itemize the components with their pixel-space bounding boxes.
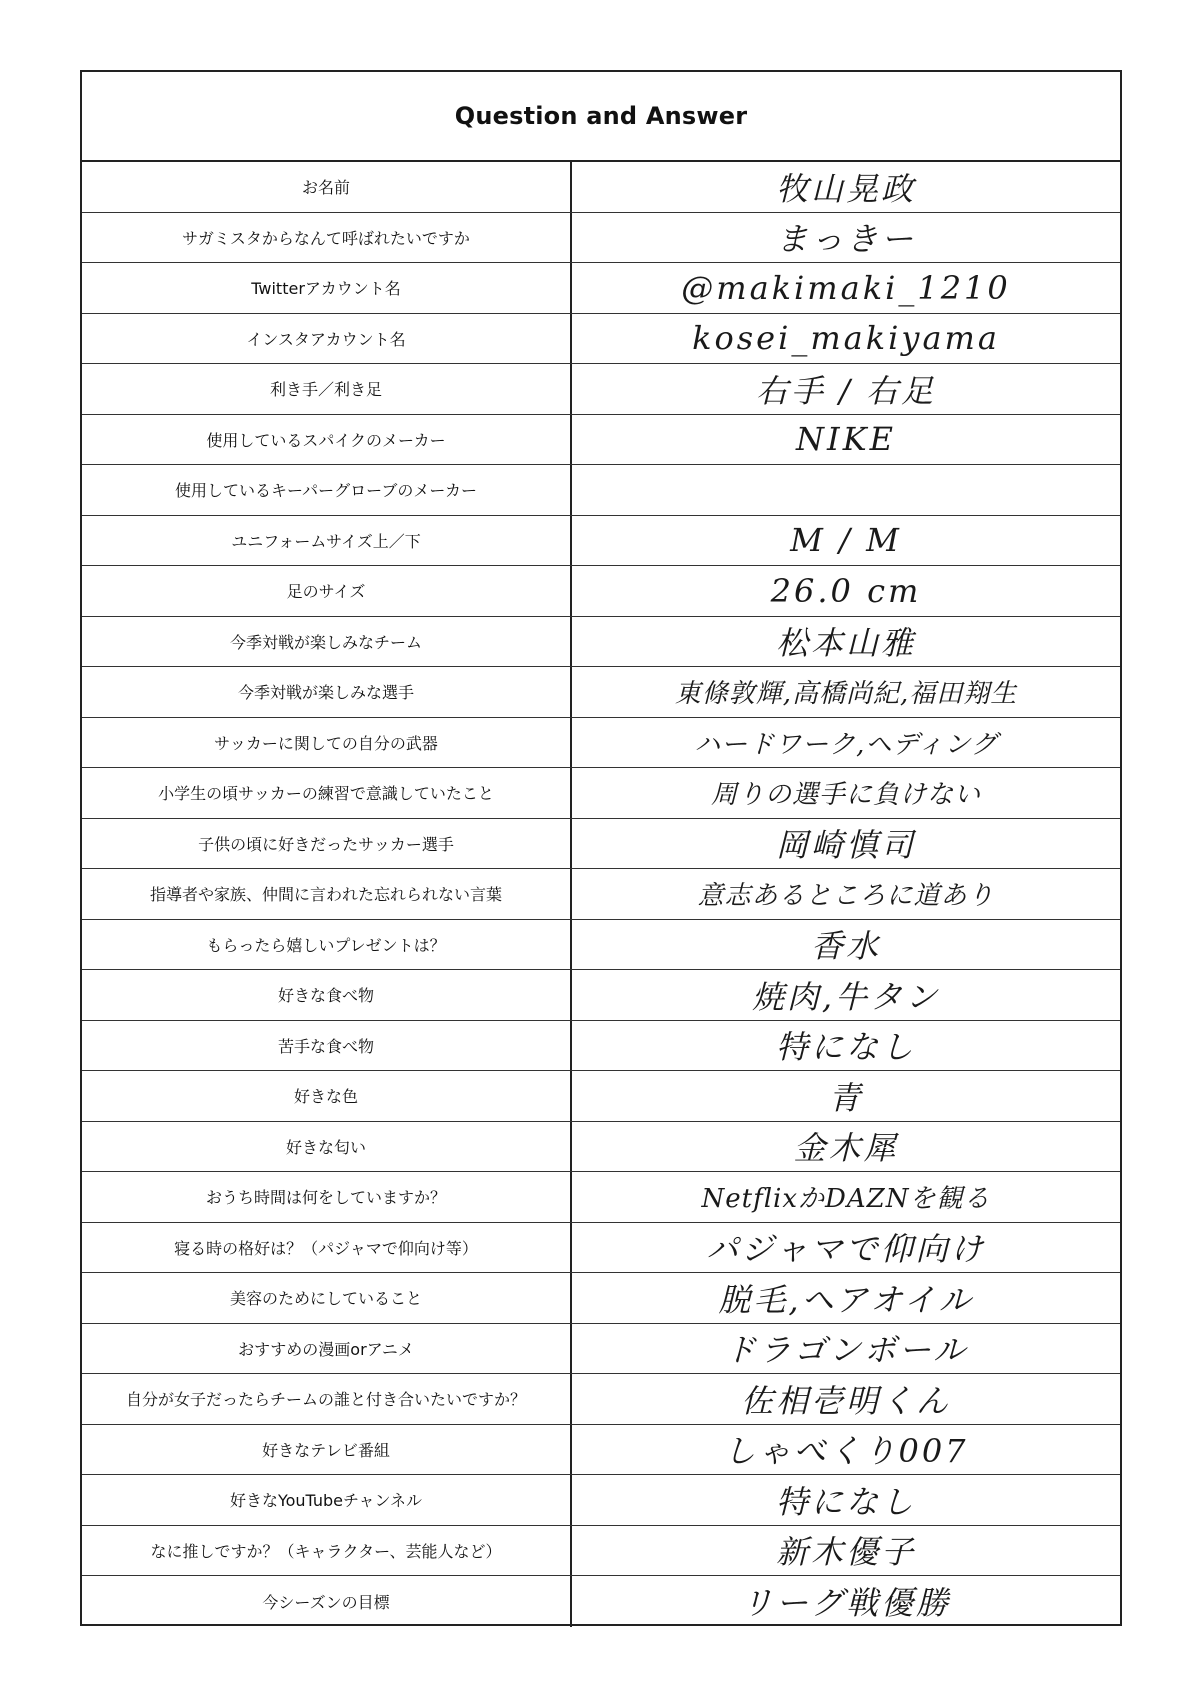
question-cell: 足のサイズ <box>82 566 572 616</box>
title-row <box>82 72 1120 162</box>
question-cell: 今季対戦が楽しみなチーム <box>82 617 572 667</box>
handwritten-answer-cell: 26.0 cm <box>770 571 922 610</box>
qa-row <box>82 263 1120 314</box>
handwritten-answer-cell: 青 <box>828 1078 864 1117</box>
question-cell: 利き手／利き足 <box>82 364 572 414</box>
qa-row <box>82 1122 1120 1173</box>
handwritten-answer-cell: パジャマで仰向け <box>706 1230 986 1269</box>
qa-row <box>82 415 1120 466</box>
qa-row <box>82 1273 1120 1324</box>
question-cell: 子供の頃に好きだったサッカー選手 <box>82 819 572 869</box>
question-cell: サッカーに関しての自分の武器 <box>82 718 572 768</box>
handwritten-answer-cell: M / M <box>790 521 902 560</box>
handwritten-answer-cell: しゃべくり007 <box>723 1432 969 1471</box>
qa-row <box>82 768 1120 819</box>
qa-row <box>82 1576 1120 1627</box>
qa-row <box>82 314 1120 365</box>
questionnaire-sheet <box>80 70 1122 1626</box>
question-cell: おうち時間は何をしていますか？ <box>82 1172 572 1222</box>
qa-row <box>82 1071 1120 1122</box>
handwritten-answer-cell: NIKE <box>796 420 896 459</box>
qa-row <box>82 162 1120 213</box>
qa-row <box>82 667 1120 718</box>
question-cell: ユニフォームサイズ上／下 <box>82 516 572 566</box>
question-cell: インスタアカウント名 <box>82 314 572 364</box>
qa-row <box>82 970 1120 1021</box>
handwritten-answer-cell: 牧山晃政 <box>775 169 916 208</box>
qa-rows <box>82 162 1120 1627</box>
handwritten-answer-cell: 東條敦輝,高橋尚紀,福田翔生 <box>674 679 1018 710</box>
question-cell: 好きなYouTubeチャンネル <box>82 1475 572 1525</box>
handwritten-answer-cell: 松本山雅 <box>775 624 916 663</box>
handwritten-answer-cell <box>572 465 1120 515</box>
qa-row <box>82 1475 1120 1526</box>
qa-row <box>82 1324 1120 1375</box>
question-cell: なに推しですか？（キャラクター、芸能人など） <box>82 1526 572 1576</box>
question-cell: 好きな色 <box>82 1071 572 1121</box>
qa-row <box>82 465 1120 516</box>
handwritten-answer-cell: 特になし <box>775 1028 916 1067</box>
question-cell: 使用しているスパイクのメーカー <box>82 415 572 465</box>
handwritten-answer-cell: 金木犀 <box>793 1129 899 1168</box>
qa-row <box>82 516 1120 567</box>
handwritten-answer-cell: 焼肉,牛タン <box>751 977 941 1016</box>
qa-row <box>82 1021 1120 1072</box>
handwritten-answer-cell: kosei_makiyama <box>692 319 1000 358</box>
question-cell: サガミスタからなんて呼ばれたいですか <box>82 213 572 263</box>
handwritten-answer-cell: 佐相壱明くん <box>740 1381 951 1420</box>
qa-row <box>82 718 1120 769</box>
handwritten-answer-cell: 岡崎慎司 <box>775 826 916 865</box>
sheet-title: Question and Answer <box>454 102 748 130</box>
handwritten-answer-cell: ドラゴンボール <box>723 1331 969 1370</box>
qa-row <box>82 819 1120 870</box>
handwritten-answer-cell: 脱毛,ヘアオイル <box>718 1280 974 1319</box>
qa-row <box>82 213 1120 264</box>
qa-row <box>82 1526 1120 1577</box>
qa-row <box>82 869 1120 920</box>
question-cell: もらったら嬉しいプレゼントは？ <box>82 920 572 970</box>
handwritten-answer-cell: 香水 <box>810 927 881 966</box>
qa-row <box>82 617 1120 668</box>
question-cell: 今季対戦が楽しみな選手 <box>82 667 572 717</box>
handwritten-answer-cell: 右手 / 右足 <box>755 371 937 410</box>
handwritten-answer-cell: 特になし <box>775 1482 916 1521</box>
question-cell: Twitterアカウント名 <box>82 263 572 313</box>
question-cell: 指導者や家族、仲間に言われた忘れられない言葉 <box>82 869 572 919</box>
handwritten-answer-cell: 周りの選手に負けない <box>710 780 981 811</box>
qa-row <box>82 1374 1120 1425</box>
question-cell: 美容のためにしていること <box>82 1273 572 1323</box>
handwritten-answer-cell: リーグ戦優勝 <box>740 1584 951 1623</box>
handwritten-answer-cell: @makimaki_1210 <box>681 268 1011 307</box>
question-cell: 自分が女子だったらチームの誰と付き合いたいですか？ <box>82 1374 572 1424</box>
qa-row <box>82 1223 1120 1274</box>
handwritten-answer-cell: まっきー <box>775 220 916 259</box>
question-cell: 小学生の頃サッカーの練習で意識していたこと <box>82 768 572 818</box>
question-cell: 寝る時の格好は？（パジャマで仰向け等） <box>82 1223 572 1273</box>
question-cell: おすすめの漫画orアニメ <box>82 1324 572 1374</box>
question-cell: 苦手な食べ物 <box>82 1021 572 1071</box>
qa-row <box>82 566 1120 617</box>
qa-row <box>82 920 1120 971</box>
question-cell: お名前 <box>82 162 572 212</box>
qa-row <box>82 364 1120 415</box>
qa-row <box>82 1425 1120 1476</box>
handwritten-answer-cell: 新木優子 <box>775 1533 916 1572</box>
handwritten-answer-cell: 意志あるところに道あり <box>697 881 995 912</box>
question-cell: 今シーズンの目標 <box>82 1576 572 1627</box>
handwritten-answer-cell: ハードワーク,ヘディング <box>694 729 998 760</box>
question-cell: 好きなテレビ番組 <box>82 1425 572 1475</box>
question-cell: 好きな匂い <box>82 1122 572 1172</box>
question-cell: 好きな食べ物 <box>82 970 572 1020</box>
question-cell: 使用しているキーパーグローブのメーカー <box>82 465 572 515</box>
handwritten-answer-cell: NetflixかDAZNを観る <box>701 1184 991 1215</box>
qa-row <box>82 1172 1120 1223</box>
